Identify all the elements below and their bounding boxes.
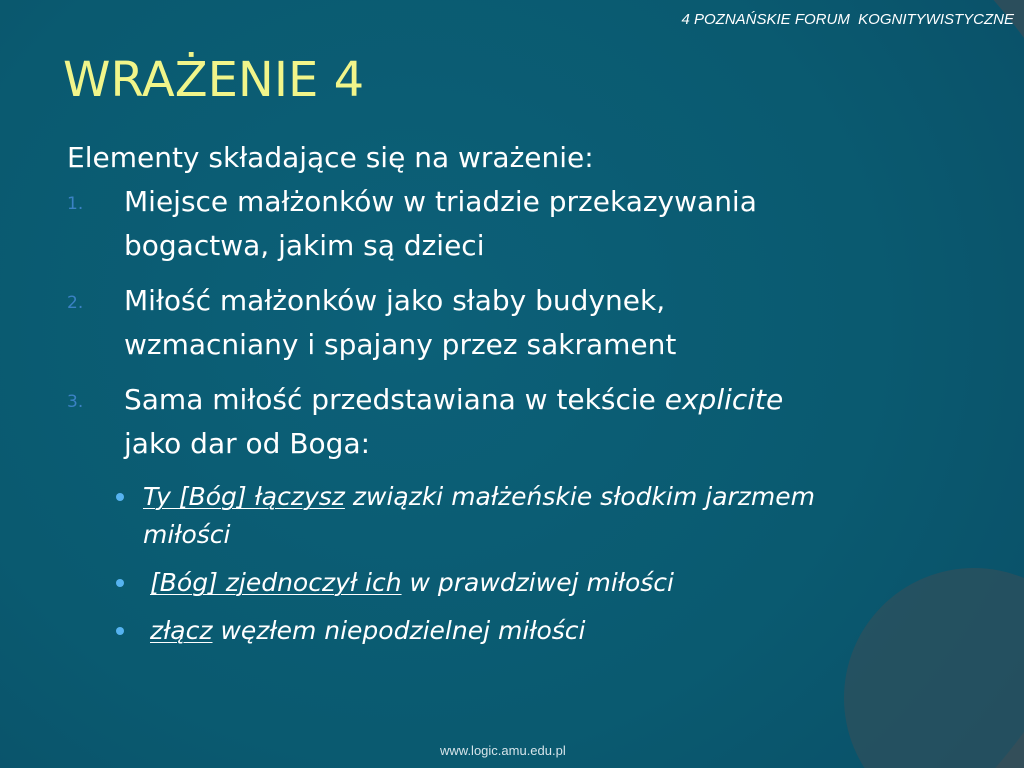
intro-text: Elementy składające się na wrażenie: <box>67 141 594 174</box>
underlined-phrase: złącz <box>150 616 213 645</box>
bullet-text: węzłem niepodzielnej miłości <box>212 616 586 645</box>
bullet-text: w prawdziwej miłości <box>401 568 674 597</box>
slide-content <box>67 138 967 660</box>
item-text: Sama miłość przedstawiana w tekście <box>124 383 665 416</box>
footer-url: www.logic.amu.edu.pl <box>440 743 566 758</box>
bullet-text: związki małżeńskie słodkim jarzmem <box>344 482 816 511</box>
numbered-item-3 <box>67 378 967 466</box>
item-number: 2. <box>67 293 84 313</box>
bullet-item-2 <box>67 564 967 602</box>
item-line-2: bogactwa, jakim są dzieci <box>124 229 485 262</box>
bullet-icon <box>116 579 124 587</box>
bullet-item-1 <box>67 478 967 554</box>
item-number: 1. <box>67 194 84 214</box>
bullet-line-2: miłości <box>143 520 231 549</box>
item-line-1: Miłość małżonków jako słaby budynek, <box>124 284 666 317</box>
bullet-line-1 <box>150 612 967 650</box>
numbered-item-1 <box>67 180 967 268</box>
numbered-item-2 <box>67 279 967 367</box>
item-number: 3. <box>67 392 84 412</box>
bullet-item-3 <box>67 612 967 650</box>
item-line-1: Miejsce małżonków w triadzie przekazywania <box>124 185 757 218</box>
bullet-line-1 <box>150 564 967 602</box>
slide-title: WRAŻENIE 4 <box>63 52 365 108</box>
bullet-icon <box>116 627 124 635</box>
item-line-2: jako dar od Boga: <box>124 427 371 460</box>
item-line-2: wzmacniany i spajany przez sakrament <box>124 328 677 361</box>
bullet-line-1 <box>143 478 967 516</box>
underlined-phrase: [Bóg] zjednoczył ich <box>150 568 402 597</box>
italic-term: explicite <box>664 383 784 416</box>
conference-header: 4 POZNAŃSKIE FORUM KOGNITYWISTYCZNE <box>681 11 1014 28</box>
underlined-phrase: Ty [Bóg] łączysz <box>143 482 345 511</box>
bullet-icon <box>116 493 124 501</box>
item-line-1 <box>124 378 967 422</box>
